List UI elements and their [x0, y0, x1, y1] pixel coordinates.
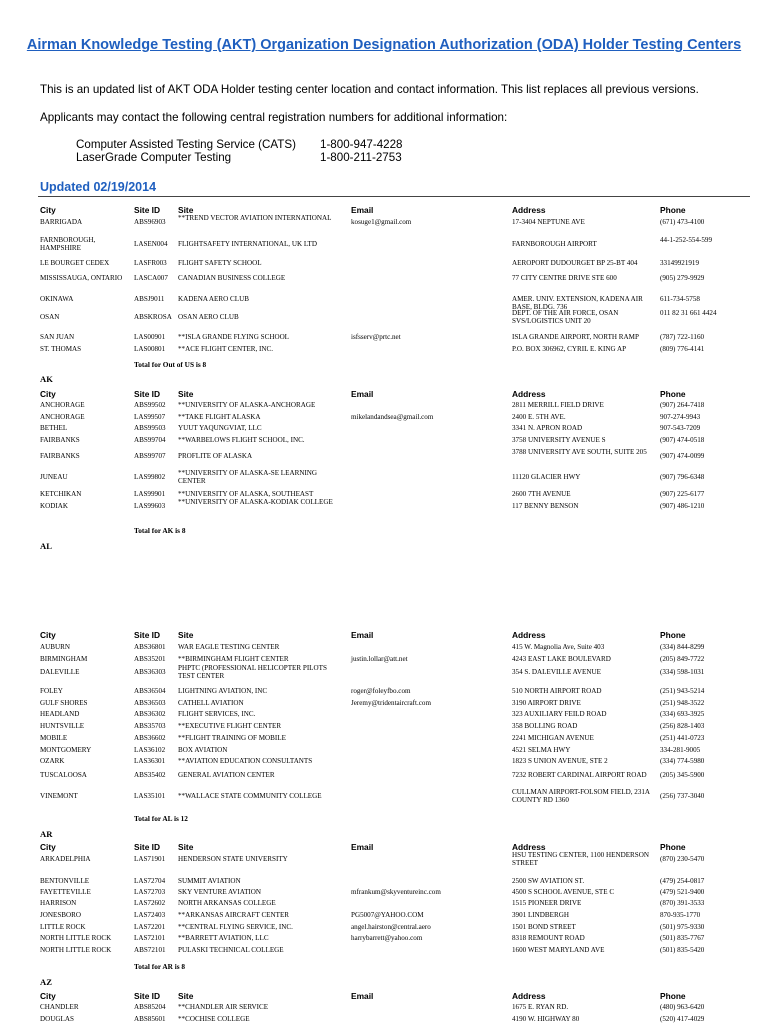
cell-city: ANCHORAGE — [40, 401, 85, 409]
cell-city: SAN JUAN — [40, 333, 75, 341]
cell-phone: (870) 230-5470 — [660, 855, 705, 863]
cell-site: GENERAL AVIATION CENTER — [178, 771, 275, 779]
cell-site: **UNIVERSITY OF ALASKA, SOUTHEAST — [178, 490, 314, 498]
cell-email: angel.hairston@central.aero — [351, 923, 431, 931]
intro-text: This is an updated list of AKT ODA Holder testing center location and contact information. This list replaces all previous versions. — [40, 83, 699, 96]
cell-site: **TREND VECTOR AVIATION INTERNATIONAL — [178, 214, 332, 222]
cell-address: ISLA GRANDE AIRPORT, NORTH RAMP — [512, 333, 639, 341]
cell-city: BENTONVILLE — [40, 877, 90, 885]
cell-address: P.O. BOX 306962, CYRIL E. KING AP — [512, 345, 627, 353]
cell-site-id: LASFR003 — [134, 259, 167, 267]
cell-address: 2600 7TH AVENUE — [512, 490, 571, 498]
cell-address: 3788 UNIVERSITY AVE SOUTH, SUITE 205 — [512, 448, 647, 456]
cell-site: **CENTRAL FLYING SERVICE, INC. — [178, 923, 293, 931]
cell-site-id: ABSKROSA — [134, 313, 172, 321]
cell-address: CULLMAN AIRPORT-FOLSOM FIELD, 231A COUNTY RD 1360 — [512, 788, 650, 804]
cell-address: 2241 MICHIGAN AVENUE — [512, 734, 594, 742]
cell-address: 4521 SELMA HWY — [512, 746, 571, 754]
cell-address: 510 NORTH AIRPORT ROAD — [512, 687, 602, 695]
cell-address: AEROPORT DUDOURGET BP 25-BT 404 — [512, 259, 638, 267]
cell-address: DEPT. OF THE AIR FORCE, OSAN SVS/LOGISTICS UNIT 20 — [512, 309, 619, 325]
cell-phone: (870) 391-3533 — [660, 899, 705, 907]
cell-site-id: LAS72602 — [134, 899, 166, 907]
column-header-site: Site — [178, 389, 194, 399]
cell-site: CATHELL AVIATION — [178, 699, 244, 707]
cell-site-id: LAS99901 — [134, 490, 166, 498]
cell-site: **CHANDLER AIR SERVICE — [178, 1003, 269, 1011]
cell-phone: 44-1-252-554-599 — [660, 236, 713, 244]
cell-email: harrybarrett@yahoo.com — [351, 934, 423, 942]
cell-address: 1675 E. RYAN RD. — [512, 1003, 569, 1011]
cell-phone: (907) 486-1210 — [660, 502, 705, 510]
cell-phone: (809) 776-4141 — [660, 345, 705, 353]
column-header-phone: Phone — [660, 389, 686, 399]
cell-site-id: LAS72201 — [134, 923, 166, 931]
column-header-phone: Phone — [660, 991, 686, 1001]
cell-site: **COCHISE COLLEGE — [178, 1015, 250, 1023]
cell-address: 415 W. Magnolia Ave, Suite 403 — [512, 643, 605, 651]
cell-site-id: LAS35101 — [134, 792, 166, 800]
cell-address: 2811 MERRILL FIELD DRIVE — [512, 401, 604, 409]
cell-site-id: LAS00901 — [134, 333, 166, 341]
cell-address: 358 BOLLING ROAD — [512, 722, 578, 730]
cell-phone: (205) 849-7722 — [660, 655, 705, 663]
contact-phone: 1-800-947-4228 — [320, 138, 403, 151]
contact-intro-text: Applicants may contact the following central registration numbers for additional information: — [40, 111, 508, 124]
cell-site-id: LAS72703 — [134, 888, 166, 896]
cell-address: 4190 W. HIGHWAY 80 — [512, 1015, 580, 1023]
column-header-city: City — [40, 630, 56, 640]
cell-city: NORTH LITTLE ROCK — [40, 946, 112, 954]
cell-phone: (334) 693-3925 — [660, 710, 705, 718]
cell-site: LIGHTNING AVIATION, INC — [178, 687, 268, 695]
cell-email: isfsserv@prtc.net — [351, 333, 401, 341]
cell-address: AMER. UNIV. EXTENSION, KADENA AIR BASE, BLDG. 736 — [512, 295, 643, 311]
cell-site: FLIGHTSAFETY INTERNATIONAL, UK LTD — [178, 240, 317, 248]
cell-address: 3901 LINDBERGH — [512, 911, 569, 919]
cell-address: 117 BENNY BENSON — [512, 502, 579, 510]
cell-site-id: LAS71901 — [134, 855, 166, 863]
cell-phone: (251) 943-5214 — [660, 687, 705, 695]
cell-city: DALEVILLE — [40, 668, 80, 676]
cell-phone: (501) 835-7767 — [660, 934, 705, 942]
cell-address: 354 S. DALEVILLE AVENUE — [512, 668, 601, 676]
column-header-site: Site — [178, 991, 194, 1001]
cell-city: MOBILE — [40, 734, 68, 742]
cell-city: HUNTSVILLE — [40, 722, 85, 730]
contact-phone: 1-800-211-2753 — [320, 151, 402, 164]
cell-city: DOUGLAS — [40, 1015, 74, 1023]
section-total: Total for AR is 8 — [134, 962, 186, 971]
cell-site: **UNIVERSITY OF ALASKA-SE LEARNING CENTER — [178, 469, 318, 485]
cell-city: VINEMONT — [40, 792, 78, 800]
column-header-city: City — [40, 991, 56, 1001]
cell-city: TUSCALOOSA — [40, 771, 87, 779]
cell-city: BIRMINGHAM — [40, 655, 88, 663]
cell-phone: (480) 963-6420 — [660, 1003, 705, 1011]
contact-name: Computer Assisted Testing Service (CATS) — [76, 138, 296, 151]
cell-site-id: LAS36102 — [134, 746, 166, 754]
cell-site-id: LASCA007 — [134, 274, 168, 282]
cell-city: OKINAWA — [40, 295, 74, 303]
cell-address: 77 CITY CENTRE DRIVE STE 600 — [512, 274, 617, 282]
cell-site-id: ABS99704 — [134, 436, 166, 444]
section-total: Total for Out of US is 8 — [134, 360, 207, 369]
column-header-phone: Phone — [660, 842, 686, 852]
cell-site: **ACE FLIGHT CENTER, INC. — [178, 345, 274, 353]
column-header-email: Email — [351, 991, 374, 1001]
cell-phone: (251) 441-0723 — [660, 734, 705, 742]
state-heading: AZ — [40, 977, 52, 987]
cell-phone: (334) 598-1031 — [660, 668, 705, 676]
cell-email: roger@foleyfbo.com — [351, 687, 411, 695]
cell-phone: (907) 474-0518 — [660, 436, 705, 444]
cell-site: WAR EAGLE TESTING CENTER — [178, 643, 280, 651]
cell-phone: (520) 417-4029 — [660, 1015, 705, 1023]
cell-phone: (787) 722-1160 — [660, 333, 705, 341]
cell-address: 11120 GLACIER HWY — [512, 473, 581, 481]
cell-city: FAYETTEVILLE — [40, 888, 91, 896]
cell-site: BOX AVIATION — [178, 746, 228, 754]
cell-email: Jeremy@tridentaircraft.com — [351, 699, 431, 707]
column-header-city: City — [40, 842, 56, 852]
cell-phone: (501) 975-9330 — [660, 923, 705, 931]
cell-email: mfrankum@skyventureinc.com — [351, 888, 441, 896]
cell-phone: (256) 828-1403 — [660, 722, 705, 730]
column-header-site-id: Site ID — [134, 205, 161, 215]
cell-address: 2400 E. 5TH AVE. — [512, 413, 566, 421]
cell-site: FLIGHT SERVICES, INC. — [178, 710, 256, 718]
cell-address: 2500 SW AVIATION ST. — [512, 877, 585, 885]
column-header-site-id: Site ID — [134, 389, 161, 399]
cell-phone: (907) 796-6348 — [660, 473, 705, 481]
cell-email: PG5007@YAHOO.COM — [351, 911, 424, 919]
cell-address: 1501 BOND STREET — [512, 923, 576, 931]
cell-site-id: ABS36503 — [134, 699, 166, 707]
cell-city: ST. THOMAS — [40, 345, 82, 353]
state-heading: AR — [40, 829, 53, 839]
cell-address: 323 AUXILIARY FEILD ROAD — [512, 710, 607, 718]
cell-phone: (907) 474-0099 — [660, 452, 705, 460]
cell-city: HEADLAND — [40, 710, 80, 718]
cell-email: kosuge1@gmail.com — [351, 218, 412, 226]
cell-site: PHPTC (PROFESSIONAL HELICOPTER PILOTS TEST CENTER — [178, 664, 327, 680]
cell-site-id: ABS99502 — [134, 401, 166, 409]
contact-row — [76, 138, 403, 151]
cell-city: AUBURN — [40, 643, 70, 651]
cell-site: **BARRETT AVIATION, LLC — [178, 934, 269, 942]
cell-site: KADENA AERO CLUB — [178, 295, 249, 303]
cell-site: PULASKI TECHNICAL COLLEGE — [178, 946, 284, 954]
cell-phone: 334-281-9005 — [660, 746, 701, 754]
cell-site-id: ABS36303 — [134, 668, 166, 676]
cell-site-id: ABS35201 — [134, 655, 166, 663]
cell-address: 4243 EAST LAKE BOULEVARD — [512, 655, 611, 663]
cell-address: HSU TESTING CENTER, 1100 HENDERSON STREET — [512, 851, 649, 867]
cell-site-id: LAS72101 — [134, 934, 166, 942]
cell-site: **WARBELOWS FLIGHT SCHOOL, INC. — [178, 436, 305, 444]
column-header-site: Site — [178, 630, 194, 640]
column-header-site-id: Site ID — [134, 842, 161, 852]
cell-site-id: LAS72403 — [134, 911, 166, 919]
cell-city: JONESBORO — [40, 911, 81, 919]
column-header-phone: Phone — [660, 630, 686, 640]
cell-city: FOLEY — [40, 687, 63, 695]
table-header — [0, 991, 768, 1003]
cell-site: **BIRMINGHAM FLIGHT CENTER — [178, 655, 289, 663]
column-header-site-id: Site ID — [134, 991, 161, 1001]
column-header-email: Email — [351, 842, 374, 852]
cell-site-id: ABS36504 — [134, 687, 166, 695]
cell-site-id: LAS99603 — [134, 502, 166, 510]
cell-site-id: ABS35703 — [134, 722, 166, 730]
cell-site: SKY VENTURE AVIATION — [178, 888, 262, 896]
cell-phone: 33149921919 — [660, 259, 700, 267]
cell-city: LITTLE ROCK — [40, 923, 86, 931]
column-header-email: Email — [351, 630, 374, 640]
cell-site-id: ABS85601 — [134, 1015, 166, 1023]
cell-site-id: LAS36301 — [134, 757, 166, 765]
cell-site: SUMMIT AVIATION — [178, 877, 241, 885]
cell-city: KETCHIKAN — [40, 490, 82, 498]
cell-city: OSAN — [40, 313, 60, 321]
cell-phone: (479) 254-0817 — [660, 877, 705, 885]
cell-site: OSAN AERO CLUB — [178, 313, 239, 321]
cell-site-id: ABS36302 — [134, 710, 166, 718]
column-header-address: Address — [512, 205, 546, 215]
cell-site-id: LASEN004 — [134, 240, 168, 248]
cell-address: 1600 WEST MARYLAND AVE — [512, 946, 605, 954]
cell-site-id: ABS85204 — [134, 1003, 166, 1011]
cell-site-id: LAS99507 — [134, 413, 166, 421]
cell-phone: (907) 264-7418 — [660, 401, 705, 409]
cell-phone: 870-935-1770 — [660, 911, 701, 919]
cell-site-id: ABS72101 — [134, 946, 166, 954]
cell-city: KODIAK — [40, 502, 68, 510]
cell-site: PROFLITE OF ALASKA — [178, 452, 253, 460]
section-total: Total for AL is 12 — [134, 814, 188, 823]
cell-site: **ISLA GRANDE FLYING SCHOOL — [178, 333, 290, 341]
cell-address: FARNBOROUGH AIRPORT — [512, 240, 597, 248]
column-header-address: Address — [512, 389, 546, 399]
column-header-site-id: Site ID — [134, 630, 161, 640]
contact-row — [76, 151, 402, 164]
cell-site-id: LAS00801 — [134, 345, 166, 353]
cell-phone: 011 82 31 661 4424 — [660, 309, 717, 317]
section-total: Total for AK is 8 — [134, 526, 186, 535]
state-heading: AK — [40, 374, 53, 384]
cell-phone: (905) 279-9929 — [660, 274, 705, 282]
cell-city: CHANDLER — [40, 1003, 79, 1011]
cell-site-id: ABS96903 — [134, 218, 166, 226]
cell-city: GULF SHORES — [40, 699, 88, 707]
column-header-address: Address — [512, 630, 546, 640]
cell-email: mikelandandsea@gmail.com — [351, 413, 434, 421]
cell-city: BETHEL — [40, 424, 68, 432]
cell-address: 8318 REMOUNT ROAD — [512, 934, 585, 942]
cell-phone: (334) 774-5980 — [660, 757, 705, 765]
cell-site: FLIGHT SAFETY SCHOOL — [178, 259, 262, 267]
cell-site: **FLIGHT TRAINING OF MOBILE — [178, 734, 286, 742]
cell-city: JUNEAU — [40, 473, 68, 481]
cell-address: 3190 AIRPORT DRIVE — [512, 699, 581, 707]
cell-site: YUUT YAQUNGVIAT, LLC — [178, 424, 262, 432]
cell-site: CANADIAN BUSINESS COLLEGE — [178, 274, 286, 282]
cell-site-id: LAS72704 — [134, 877, 166, 885]
cell-email: justin.lollar@att.net — [351, 655, 408, 663]
cell-address: 7232 ROBERT CARDINAL AIRPORT ROAD — [512, 771, 647, 779]
cell-address: 17-3404 NEPTUNE AVE — [512, 218, 585, 226]
cell-site-id: ABS35402 — [134, 771, 166, 779]
cell-site-id: ABS99707 — [134, 452, 166, 460]
cell-site-id: ABS36801 — [134, 643, 166, 651]
column-header-site: Site — [178, 842, 194, 852]
cell-site-id: ABS36602 — [134, 734, 166, 742]
cell-phone: 907-274-9943 — [660, 413, 701, 421]
cell-site: **TAKE FLIGHT ALASKA — [178, 413, 261, 421]
cell-address: 3758 UNIVERSITY AVENUE S — [512, 436, 606, 444]
cell-city: FAIRBANKS — [40, 436, 80, 444]
column-header-address: Address — [512, 991, 546, 1001]
cell-address: 3341 N. APRON ROAD — [512, 424, 583, 432]
cell-city: ARKADELPHIA — [40, 855, 91, 863]
cell-city: FAIRBANKS — [40, 452, 80, 460]
column-header-site: Site — [178, 205, 194, 215]
cell-address: 1515 PIONEER DRIVE — [512, 899, 582, 907]
column-header-phone: Phone — [660, 205, 686, 215]
cell-phone: (251) 948-3522 — [660, 699, 705, 707]
contact-name: LaserGrade Computer Testing — [76, 151, 232, 164]
cell-phone: (205) 345-5900 — [660, 771, 705, 779]
cell-site: **ARKANSAS AIRCRAFT CENTER — [178, 911, 290, 919]
cell-address: 1823 S UNION AVENUE, STE 2 — [512, 757, 608, 765]
cell-site: **EXECUTIVE FLIGHT CENTER — [178, 722, 282, 730]
cell-site: **UNIVERSITY OF ALASKA-ANCHORAGE — [178, 401, 316, 409]
cell-site-id: LAS99802 — [134, 473, 166, 481]
document-title: Airman Knowledge Testing (AKT) Organization Designation Authorization (ODA) Holder Testing Centers — [26, 37, 742, 53]
cell-city: ANCHORAGE — [40, 413, 85, 421]
column-header-address: Address — [512, 842, 546, 852]
cell-phone: (671) 473-4100 — [660, 218, 705, 226]
cell-city: FARNBOROUGH, HAMPSHIRE — [40, 236, 96, 252]
cell-site: **AVIATION EDUCATION CONSULTANTS — [178, 757, 313, 765]
column-header-city: City — [40, 389, 56, 399]
cell-phone: 611-734-5758 — [660, 295, 700, 303]
cell-phone: 907-543-7209 — [660, 424, 701, 432]
cell-site: **WALLACE STATE COMMUNITY COLLEGE — [178, 792, 322, 800]
cell-address: 4500 S SCHOOL AVENUE, STE C — [512, 888, 615, 896]
table-header — [0, 205, 768, 217]
cell-city: MONTGOMERY — [40, 746, 92, 754]
table-header — [0, 630, 768, 642]
cell-city: HARRISON — [40, 899, 77, 907]
cell-city: MISSISSAUGA, ONTARIO — [40, 274, 123, 282]
table-header — [0, 389, 768, 401]
updated-date: Updated 02/19/2014 — [40, 180, 157, 194]
state-heading: AL — [40, 541, 52, 551]
cell-city: OZARK — [40, 757, 65, 765]
column-header-email: Email — [351, 205, 374, 215]
cell-site: NORTH ARKANSAS COLLEGE — [178, 899, 276, 907]
column-header-city: City — [40, 205, 56, 215]
cell-city: BARRIGADA — [40, 218, 83, 226]
cell-site-id: ABS99503 — [134, 424, 166, 432]
divider — [38, 196, 750, 197]
cell-site: **UNIVERSITY OF ALASKA-KODIAK COLLEGE — [178, 498, 333, 506]
cell-city: LE BOURGET CEDEX — [40, 259, 110, 267]
cell-city: NORTH LITTLE ROCK — [40, 934, 112, 942]
cell-phone: (501) 835-5420 — [660, 946, 705, 954]
cell-phone: (479) 521-9400 — [660, 888, 705, 896]
cell-site: HENDERSON STATE UNIVERSITY — [178, 855, 288, 863]
column-header-email: Email — [351, 389, 374, 399]
cell-site-id: ABSJ9011 — [134, 295, 165, 303]
cell-phone: (334) 844-8299 — [660, 643, 705, 651]
cell-phone: (907) 225-6177 — [660, 490, 705, 498]
cell-phone: (256) 737-3040 — [660, 792, 705, 800]
